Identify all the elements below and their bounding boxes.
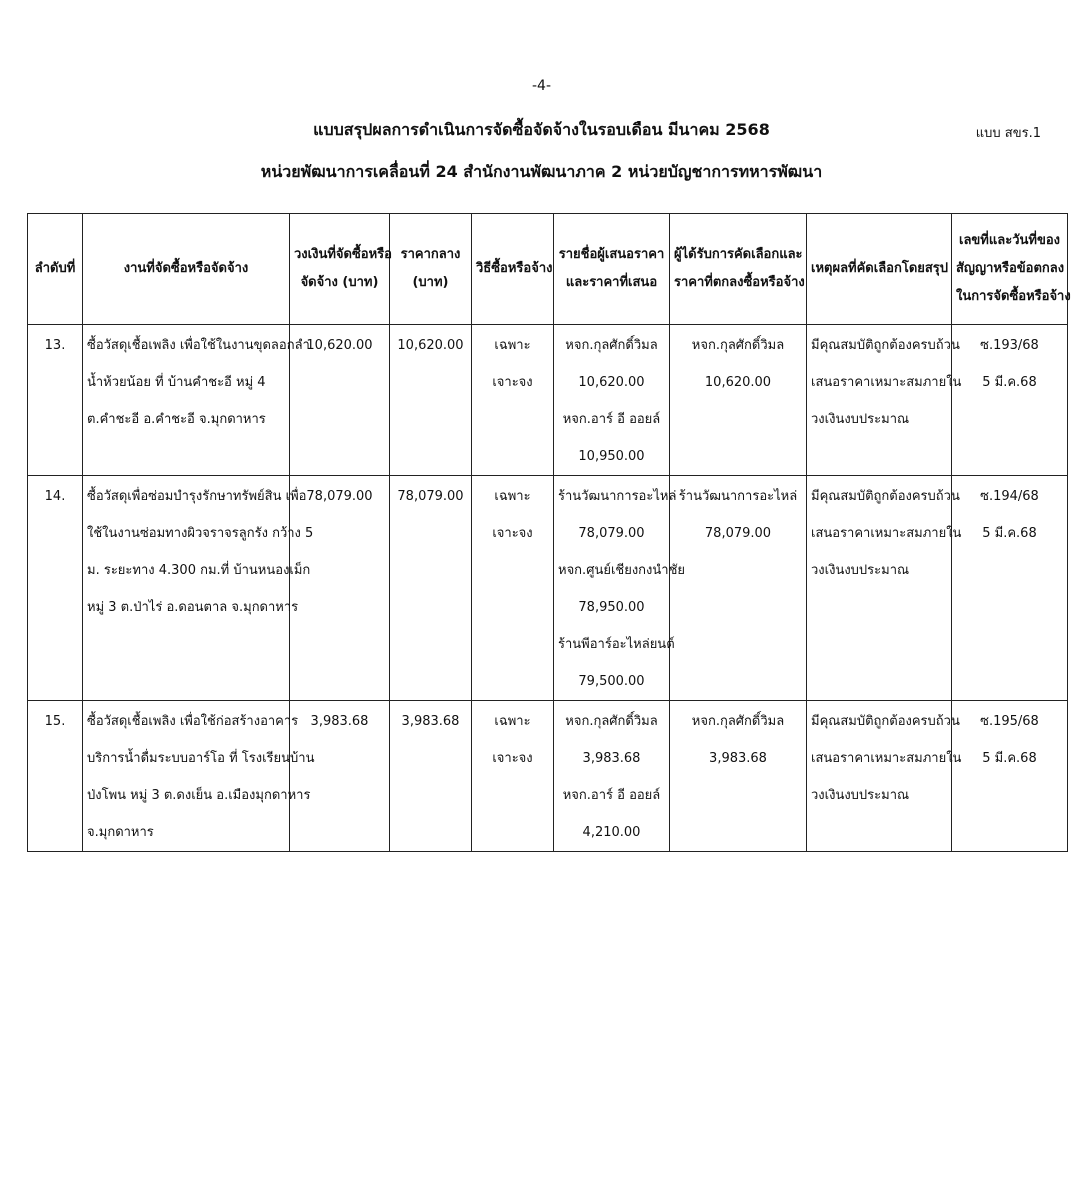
- header-line: รายชื่อผู้เสนอราคา: [558, 247, 665, 262]
- header-line: ในการจัดซื้อหรือจ้าง: [956, 289, 1071, 304]
- task-description: [83, 476, 314, 701]
- bidders-list-line: 78,079.00: [578, 526, 645, 541]
- bidders-list-line: ร้านวัฒนาการอะไหล่: [558, 489, 677, 504]
- header-line: จัดจ้าง (บาท): [300, 275, 379, 290]
- bidders-list-line: 3,983.68: [582, 751, 641, 766]
- selection-reason-line: วงเงินงบประมาณ: [811, 563, 910, 578]
- bidders-list: [554, 325, 670, 476]
- contract-ref: [952, 701, 1068, 852]
- bidders-list-line: 78,950.00: [578, 600, 645, 615]
- bidders-list: [554, 701, 670, 852]
- selected-vendor: [670, 701, 807, 852]
- table-row: [28, 701, 1068, 852]
- selection-reason-line: วงเงินงบประมาณ: [811, 788, 910, 803]
- task-description-line: ซื้อวัสดุเชื้อเพลิง เพื่อใช้ในงานขุดลอกลำ: [87, 338, 310, 353]
- selection-reason-line: มีคุณสมบัติถูกต้องครบถ้วน: [811, 489, 960, 504]
- task-description-line: ซื้อวัสดุเพื่อซ่อมบำรุงรักษาทรัพย์สิน เพื่อ: [87, 489, 307, 504]
- contract-ref-line: 5 มี.ค.68: [982, 526, 1037, 541]
- bidders-list-line: ร้านพีอาร์อะไหล่ยนต์: [558, 637, 675, 652]
- selection-reason-line: วงเงินงบประมาณ: [811, 412, 910, 427]
- bidders-list-line: 4,210.00: [582, 825, 641, 840]
- selection-reason-line: เสนอราคาเหมาะสมภายใน: [811, 526, 962, 541]
- budget-amount: 78,079.00: [290, 476, 390, 701]
- contract-ref-line: ซ.194/68: [980, 489, 1039, 504]
- selection-reason-line: มีคุณสมบัติถูกต้องครบถ้วน: [811, 714, 960, 729]
- row-number: 13.: [28, 325, 83, 476]
- table-row: [28, 325, 1068, 476]
- row-number: 15.: [28, 701, 83, 852]
- procurement-method: เฉพาะเจาะจง: [472, 701, 554, 852]
- selected-vendor-line: ร้านวัฒนาการอะไหล่: [678, 489, 798, 504]
- header-line: และราคาที่เสนอ: [565, 275, 658, 290]
- header-col-bidders: [554, 214, 670, 325]
- header-line: งานที่จัดซื้อหรือจัดจ้าง: [123, 261, 249, 276]
- task-description-line: ป่งโพน หมู่ 3 ต.ดงเย็น อ.เมืองมุกดาหาร: [87, 788, 311, 803]
- bidders-list-line: หจก.ศูนย์เชียงกงนำชัย: [558, 563, 686, 578]
- header-col-reason: [807, 214, 952, 325]
- table-header-row: [28, 214, 1068, 325]
- header-col-contract: [952, 214, 1071, 325]
- bidders-list-line: หจก.อาร์ อี ออยล์: [562, 412, 661, 427]
- task-description-line: ซื้อวัสดุเชื้อเพลิง เพื่อใช้ก่อสร้างอาคาร: [87, 714, 299, 729]
- header-line: (บาท): [412, 275, 449, 290]
- selection-reason: [807, 325, 962, 476]
- document-subtitle: หน่วยพัฒนาการเคลื่อนที่ 24 สำนักงานพัฒนาภาค 2 หน่วยบัญชาการทหารพัฒนา: [260, 162, 823, 181]
- bidders-list-line: 10,620.00: [578, 375, 645, 390]
- header-line: เลขที่และวันที่ของ: [959, 233, 1060, 248]
- contract-ref: [952, 325, 1068, 476]
- task-description-line: ใช้ในงานซ่อมทางผิวจราจรลูกรัง กว้าง 5: [87, 526, 314, 541]
- header-col-no: [28, 214, 83, 325]
- selected-vendor-line: 10,620.00: [704, 375, 772, 390]
- selected-vendor-line: 78,079.00: [704, 526, 772, 541]
- bidders-list-line: 10,950.00: [578, 449, 645, 464]
- header-col-median-price: [390, 214, 472, 325]
- header-col-selected: [670, 214, 807, 325]
- task-description-line: บริการน้ำดื่มระบบอาร์โอ ที่ โรงเรียนบ้าน: [87, 751, 315, 766]
- selected-vendor: [670, 325, 807, 476]
- selection-reason: [807, 701, 962, 852]
- procurement-summary-table: [27, 213, 1071, 852]
- budget-amount: 10,620.00: [290, 325, 390, 476]
- contract-ref-line: 5 มี.ค.68: [982, 751, 1037, 766]
- median-price: 3,983.68: [390, 701, 472, 852]
- bidders-list-line: หจก.กุลศักดิ์วิมล: [565, 714, 658, 729]
- task-description-line: จ.มุกดาหาร: [87, 825, 154, 840]
- task-description-line: น้ำห้วยน้อย ที่ บ้านคำชะอี หมู่ 4: [87, 375, 266, 390]
- bidders-list: [554, 476, 686, 701]
- header-line: ราคาที่ตกลงซื้อหรือจ้าง: [674, 275, 805, 290]
- median-price: 10,620.00: [390, 325, 472, 476]
- selection-reason-line: มีคุณสมบัติถูกต้องครบถ้วน: [811, 338, 960, 353]
- document-title: แบบสรุปผลการดำเนินการจัดซื้อจัดจ้างในรอบเดือน มีนาคม 2568: [313, 120, 770, 139]
- bidders-list-line: หจก.กุลศักดิ์วิมล: [565, 338, 658, 353]
- procurement-method: เฉพาะเจาะจง: [472, 325, 554, 476]
- header-line: ผู้ได้รับการคัดเลือกและ: [674, 247, 803, 262]
- header-col-budget: [290, 214, 390, 325]
- header-line: เหตุผลที่คัดเลือกโดยสรุป: [811, 261, 949, 276]
- row-number: 14.: [28, 476, 83, 701]
- contract-ref: [952, 476, 1068, 701]
- task-description-line: ต.คำชะอี อ.คำชะอี จ.มุกดาหาร: [87, 412, 266, 427]
- table-row: [28, 476, 1068, 701]
- selected-vendor-line: 3,983.68: [709, 751, 767, 766]
- header-line: ลำดับที่: [34, 261, 76, 276]
- selected-vendor-line: หจก.กุลศักดิ์วิมล: [691, 714, 785, 729]
- header-line: ราคากลาง: [400, 247, 461, 262]
- bidders-list-line: หจก.อาร์ อี ออยล์: [562, 788, 661, 803]
- task-description: [83, 325, 310, 476]
- task-description-line: ม. ระยะทาง 4.300 กม.ที่ บ้านหนองเม็ก: [87, 563, 311, 578]
- table-body: [28, 325, 1068, 852]
- header-line: วงเงินที่จัดซื้อหรือ: [294, 247, 392, 262]
- budget-amount: 3,983.68: [290, 701, 390, 852]
- header-col-task: [83, 214, 290, 325]
- selection-reason: [807, 476, 962, 701]
- procurement-method: เฉพาะเจาะจง: [472, 476, 554, 701]
- contract-ref-line: ซ.195/68: [980, 714, 1039, 729]
- page-number: -4-: [531, 78, 551, 94]
- contract-ref-line: 5 มี.ค.68: [982, 375, 1037, 390]
- header-line: วิธีซื้อหรือจ้าง: [476, 261, 553, 276]
- bidders-list-line: 79,500.00: [578, 674, 645, 689]
- form-code: แบบ สขร.1: [975, 126, 1041, 141]
- header-line: สัญญาหรือข้อตกลง: [956, 261, 1065, 276]
- task-description: [83, 701, 315, 852]
- selection-reason-line: เสนอราคาเหมาะสมภายใน: [811, 751, 962, 766]
- selection-reason-line: เสนอราคาเหมาะสมภายใน: [811, 375, 962, 390]
- task-description-line: หมู่ 3 ต.ป่าไร่ อ.ดอนตาล จ.มุกดาหาร: [87, 600, 299, 615]
- selected-vendor-line: หจก.กุลศักดิ์วิมล: [691, 338, 785, 353]
- selected-vendor: [670, 476, 807, 701]
- contract-ref-line: ซ.193/68: [980, 338, 1039, 353]
- median-price: 78,079.00: [390, 476, 472, 701]
- header-col-method: [472, 214, 554, 325]
